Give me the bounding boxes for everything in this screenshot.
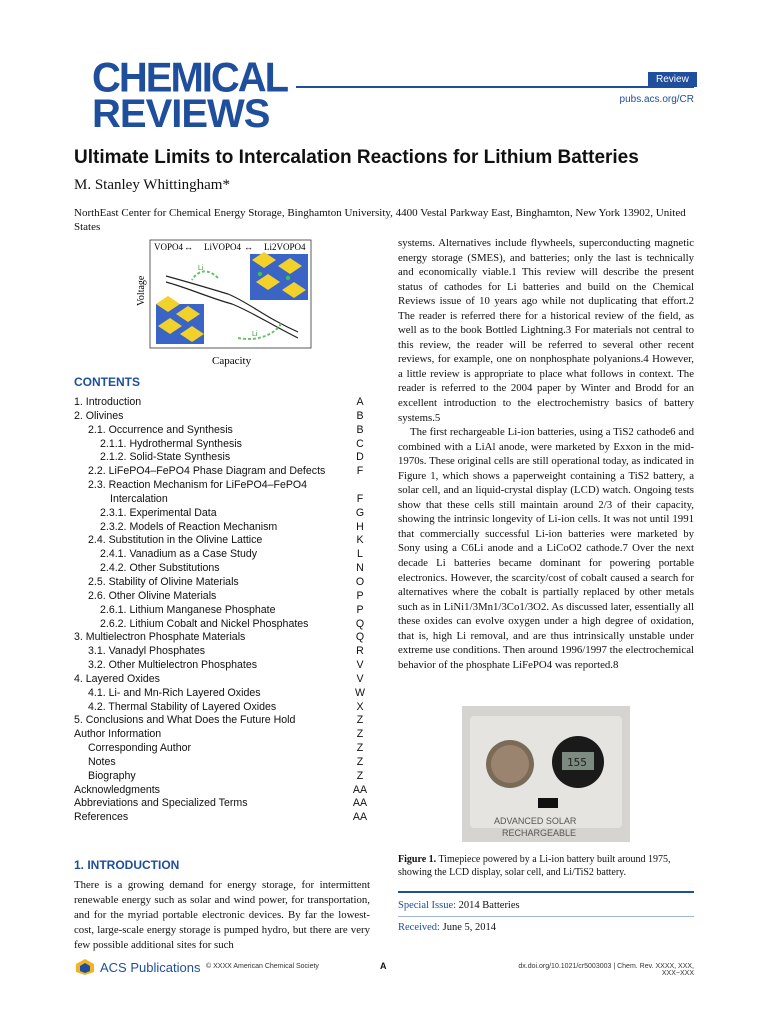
photo-label-1: ADVANCED SOLAR <box>494 816 577 826</box>
toc-entry[interactable] <box>74 687 370 701</box>
toc-entry-title: 4.1. Li- and Mn-Rich Layered Oxides <box>88 686 261 699</box>
toc-entry-title: 2.6. Other Olivine Materials <box>88 589 217 602</box>
toc-entry[interactable] <box>74 701 370 715</box>
toc-entry-page <box>350 479 370 493</box>
toc-entry-page: P <box>356 603 364 616</box>
toc-entry-title: 4.2. Thermal Stability of Layered Oxides <box>88 700 277 713</box>
toc-entry[interactable] <box>74 811 370 825</box>
toc-entry-page: V <box>356 659 364 672</box>
toc-entry-page: AA <box>352 797 368 810</box>
journal-logo-line2: REVIEWS <box>92 92 270 136</box>
toc-entry-title: 2.4.1. Vanadium as a Case Study <box>100 548 258 561</box>
publisher-logo <box>74 958 200 976</box>
toc-entry-page: F <box>356 465 364 478</box>
toc-entry-page: F <box>356 492 364 505</box>
toc-entry-page: C <box>356 437 364 450</box>
toc-graphic <box>136 238 313 368</box>
toc-entry-page: R <box>356 645 364 658</box>
journal-logo-line1: CHEMICAL <box>92 54 288 102</box>
toc-li-mark-2: Li <box>252 331 258 338</box>
toc-entry[interactable] <box>74 521 370 535</box>
toc-entry-title: Intercalation <box>110 492 168 505</box>
toc-entry-title: 3.1. Vanadyl Phosphates <box>88 645 206 658</box>
toc-entry[interactable] <box>74 742 370 756</box>
toc-entry-title: 2.6.2. Lithium Cobalt and Nickel Phosphates <box>100 617 309 630</box>
toc-entry-title: Abbreviations and Specialized Terms <box>74 797 248 810</box>
introduction-heading: 1. INTRODUCTION <box>74 858 180 872</box>
toc-entry[interactable] <box>74 728 370 742</box>
toc-entry-page: Z <box>356 755 364 768</box>
toc-entry[interactable] <box>74 631 370 645</box>
toc-entry[interactable] <box>74 590 370 604</box>
toc-entry-title: 2.3.2. Models of Reaction Mechanism <box>100 520 278 533</box>
toc-entry-title: 2. Olivines <box>74 409 124 422</box>
toc-entry[interactable] <box>74 714 370 728</box>
toc-entry-title: 2.1. Occurrence and Synthesis <box>88 423 233 436</box>
toc-entry-page: D <box>356 451 364 464</box>
toc-arrow-1: ↔ <box>184 242 193 252</box>
toc-entry-page: Z <box>356 769 364 782</box>
figure-1-caption-text: Timepiece powered by a Li-ion battery built around 1975, showing the LCD display, solar cell, and Li/TiS2 battery. <box>398 854 671 878</box>
header-rule <box>296 86 694 88</box>
toc-entry-page: A <box>356 396 364 408</box>
toc-entry-page: V <box>356 672 364 685</box>
toc-entry[interactable] <box>74 618 370 632</box>
toc-entry-title: Author Information <box>74 728 162 741</box>
toc-entry-title: References <box>74 811 129 824</box>
toc-entry[interactable] <box>74 645 370 659</box>
toc-entry[interactable] <box>74 770 370 784</box>
article-type-badge: Review <box>648 72 697 87</box>
toc-entry[interactable] <box>74 548 370 562</box>
toc-entry-title: 2.4. Substitution in the Olivine Lattice <box>88 534 263 547</box>
special-issue-value[interactable]: 2014 Batteries <box>458 900 520 911</box>
author-name: M. Stanley Whittingham* <box>74 177 230 193</box>
toc-formula-3: Li2VOPO4 <box>264 242 306 252</box>
toc-entry-page: X <box>356 700 364 713</box>
toc-entry-page: L <box>357 548 363 561</box>
toc-entry[interactable] <box>74 659 370 673</box>
toc-entry-page: AA <box>352 783 368 796</box>
table-of-contents <box>74 396 370 825</box>
lcd-display: 155 <box>567 756 587 769</box>
toc-entry-title: Corresponding Author <box>88 742 192 755</box>
toc-entry-title: 2.3.1. Experimental Data <box>100 506 217 519</box>
issue-rule <box>398 891 694 893</box>
toc-entry-title: Biography <box>88 769 136 782</box>
toc-entry-title: 2.1.1. Hydrothermal Synthesis <box>100 437 242 450</box>
author-affiliation: NorthEast Center for Chemical Energy Storage, Binghamton University, 4400 Vestal Parkway East, Binghamton, New York 13902, United States <box>74 207 686 233</box>
toc-entry[interactable] <box>74 507 370 521</box>
publisher-name: ACS Publications <box>100 959 201 975</box>
photo-label-2: RECHARGEABLE <box>502 828 577 838</box>
toc-entry-page: Q <box>355 631 365 644</box>
toc-entry[interactable] <box>74 396 370 410</box>
toc-entry-page: AA <box>352 811 368 824</box>
toc-entry[interactable] <box>74 534 370 548</box>
toc-formula-1: VOPO4 <box>154 242 184 252</box>
toc-entry-page: Z <box>356 714 364 727</box>
toc-entry[interactable] <box>74 465 370 479</box>
toc-entry[interactable] <box>74 576 370 590</box>
toc-entry-title: 2.2. LiFePO4–FePO4 Phase Diagram and Defects <box>88 465 326 478</box>
toc-entry-page: G <box>355 506 365 519</box>
toc-entry[interactable] <box>74 673 370 687</box>
toc-entry[interactable] <box>74 493 370 507</box>
toc-entry-title: 2.4.2. Other Substitutions <box>100 562 220 575</box>
copyright-text: © XXXX American Chemical Society <box>206 963 319 970</box>
page-number: A <box>380 961 387 971</box>
toc-entry-page: Z <box>356 742 364 755</box>
toc-entry-page: Q <box>355 617 365 630</box>
toc-entry-page: B <box>356 409 364 422</box>
toc-entry[interactable] <box>74 438 370 452</box>
special-issue-line <box>398 900 520 911</box>
toc-entry-title: 4. Layered Oxides <box>74 672 160 685</box>
toc-arrow-2: ↔ <box>244 242 253 252</box>
toc-entry[interactable] <box>74 479 370 493</box>
toc-entry[interactable] <box>74 784 370 798</box>
special-issue-label: Special Issue: <box>398 900 457 911</box>
toc-entry-page: P <box>356 589 364 602</box>
figure-1-caption <box>398 853 694 879</box>
toc-entry-title: Notes <box>88 755 116 768</box>
toc-entry-page: H <box>356 520 364 533</box>
toc-entry[interactable] <box>74 797 370 811</box>
toc-ylabel: Voltage <box>136 275 147 306</box>
toc-entry[interactable] <box>74 451 370 465</box>
toc-formula-2: LiVOPO4 <box>204 242 242 252</box>
acs-hexagon-icon <box>74 958 96 976</box>
toc-entry-page: W <box>355 686 365 699</box>
introduction-paragraph: There is a growing demand for energy storage, for intermittent renewable energy such as solar and wind power, for transportation, and for the myriad portable electronic devices. By far the lowest-cost, large-scale energy storage is pumped hydro, but there are very few possible additional sites for such <box>74 879 370 951</box>
figure-1-photo <box>462 706 630 842</box>
received-label: Received: <box>398 922 440 933</box>
toc-entry-page: O <box>355 575 365 588</box>
received-value: June 5, 2014 <box>442 922 496 933</box>
journal-logo <box>92 54 288 136</box>
toc-li-mark-1: Li <box>198 265 204 272</box>
issue-divider <box>398 916 694 917</box>
contents-heading: CONTENTS <box>74 375 140 389</box>
toc-entry[interactable] <box>74 756 370 770</box>
figure-1-label: Figure 1. <box>398 854 437 865</box>
doi-citation[interactable]: dx.doi.org/10.1021/cr5003003 | Chem. Rev. XXXX, XXX, XXX−XXX <box>518 963 694 977</box>
toc-entry[interactable] <box>74 604 370 618</box>
body-paragraph-1: systems. Alternatives include flywheels, superconducting magnetic energy storage (SMES), and batteries; only the last is technically and economically viable.1 This review will describe the present status of cathodes for Li batteries and build on the Chemical Reviews issue of 10 years ago while not duplicating that effort.2 The reader is referred there for a historical review of the field, as well as to the book Bottled Lightning.3 For materials not central to this review, the reader will be referred to several other recent reviews, for example, one on nonphosphate polyanions.4 However, a little review is appropriate to place what follows in context. The reader is referred to the 2004 paper by Winter and Brodd for an excellent introduction to the electrochemistry basics of battery systems.5 <box>398 237 694 424</box>
body-paragraph-2: The first rechargeable Li-ion batteries, using a TiS2 cathode6 and combined with a LiAl anode, were marketed by Exxon in the mid-1970s. These original cells are still operational today, as indicated in Figure 1, which shows a paperweight containing a TiS2 battery, a solar cell, and an liquid-crystal display (LCD) watch. Ongoing tests show that these cells still maintain around 2/3 of their capacity, showing the intrinsic longevity of Li-ion cells. It was not until 1991 that commercially successful Li-ion batteries were marketed by Sony using a C6Li anode and a LiCoO2 cathode.7 Over the next decade Li batteries became dominant for powering portable electronics. However, the scarcity/cost of cobalt caused a search for alternatives where the cobalt is partially replaced by other metals such as in LiNi1/3Mn1/3Co1/3O2. As discussed later, essentially all these oxides can evolve oxygen under a high degree of oxidation, that is, high Li removal, and are thus intrinsically unstable under extreme use conditions. Then around 1996/1997 the electrochemical behavior of the phosphate LiFePO4 was reported.8 <box>398 426 694 671</box>
toc-xlabel: Capacity <box>212 355 252 367</box>
body-right-column <box>398 236 694 672</box>
toc-entry[interactable] <box>74 424 370 438</box>
toc-entry-title: Acknowledgments <box>74 783 160 796</box>
toc-entry-page: B <box>356 423 364 436</box>
toc-entry[interactable] <box>74 562 370 576</box>
journal-url-link[interactable]: pubs.acs.org/CR <box>619 94 694 105</box>
toc-entry-title: 3. Multielectron Phosphate Materials <box>74 631 246 644</box>
toc-entry-title: 5. Conclusions and What Does the Future Hold <box>74 714 296 727</box>
toc-entry-title: 3.2. Other Multielectron Phosphates <box>88 659 258 672</box>
toc-entry-page: N <box>356 562 364 575</box>
article-title: Ultimate Limits to Intercalation Reactions for Lithium Batteries <box>74 147 639 168</box>
toc-entry-title: 2.1.2. Solid-State Synthesis <box>100 451 231 464</box>
toc-entry-title: 2.6.1. Lithium Manganese Phosphate <box>100 603 276 616</box>
crystal-structure-right <box>250 252 308 300</box>
toc-entry-title: 1. Introduction <box>74 396 142 408</box>
toc-entry[interactable] <box>74 410 370 424</box>
toc-entry-page: K <box>356 534 364 547</box>
received-line <box>398 922 496 933</box>
toc-entry-title: 2.5. Stability of Olivine Materials <box>88 575 239 588</box>
toc-entry-page: Z <box>356 728 364 741</box>
toc-entry-title: 2.3. Reaction Mechanism for LiFePO4–FePO4 <box>88 479 308 492</box>
